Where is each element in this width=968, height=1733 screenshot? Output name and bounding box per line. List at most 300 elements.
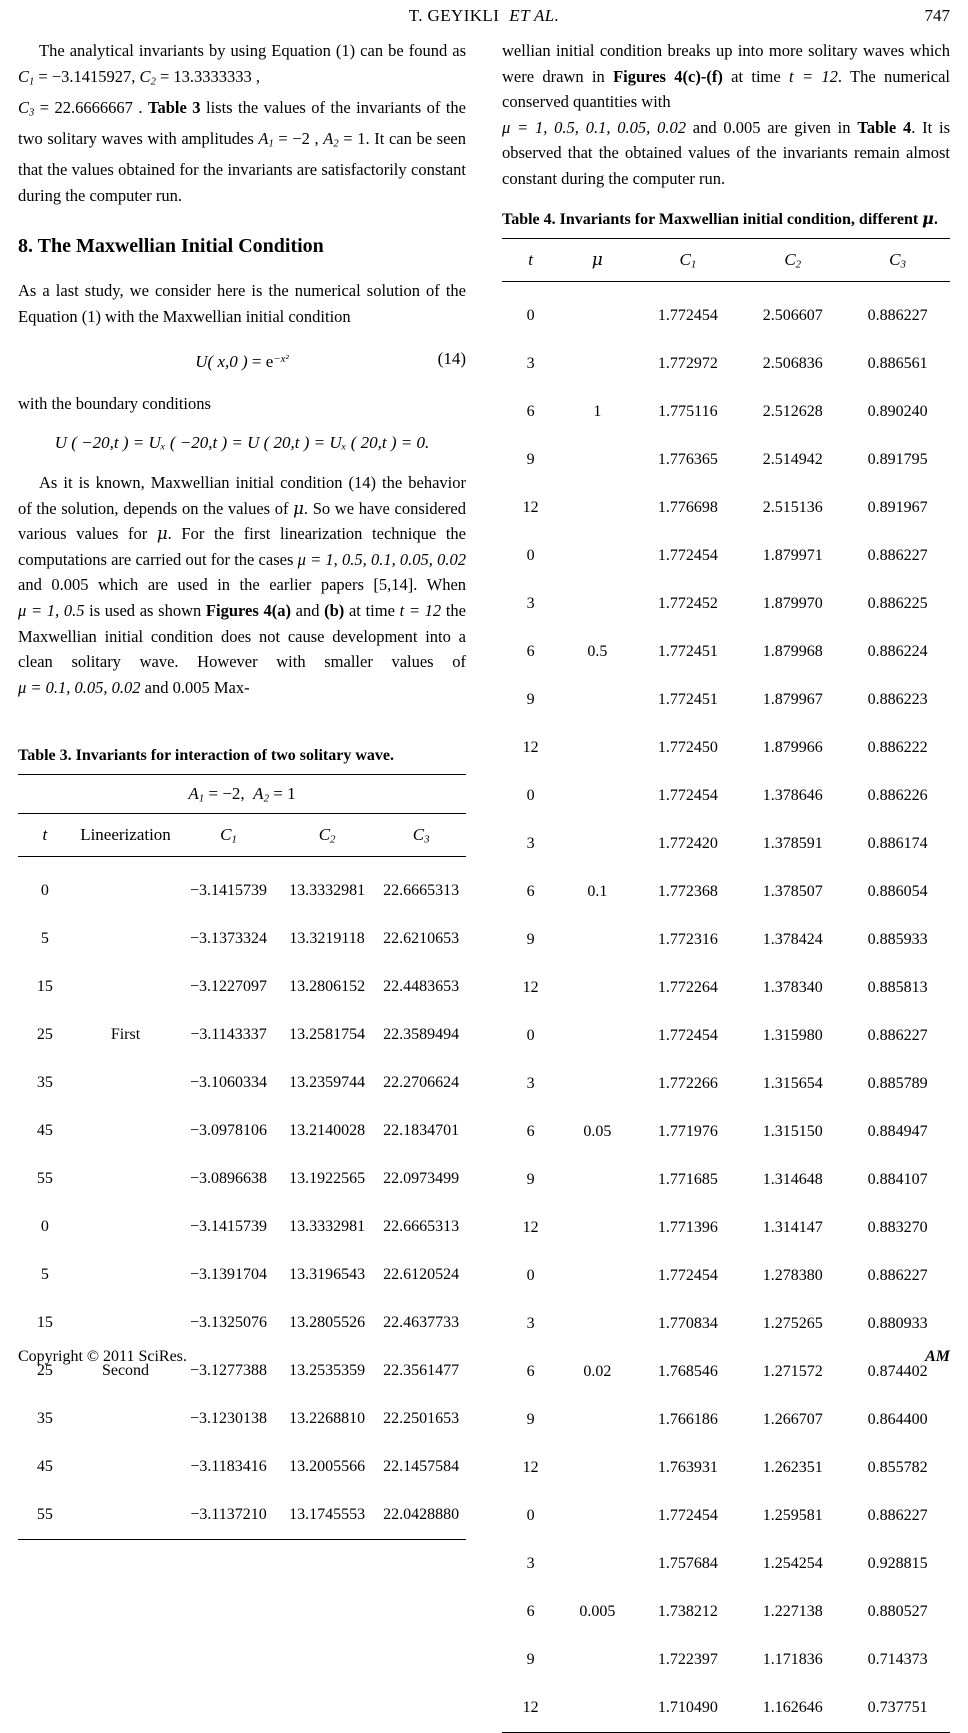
table-row xyxy=(502,580,950,628)
table4-cell-c1: 1.772420 xyxy=(657,835,718,852)
table3-col-lineerization-label: Lineerization xyxy=(80,825,171,844)
para1-text-a: The analytical invariants by using Equation (1) can be found as xyxy=(39,41,466,60)
copyright-notice: Copyright © 2011 SciRes. xyxy=(18,1348,187,1365)
left-column xyxy=(18,38,466,700)
table3-cell-c2: 13.2140028 xyxy=(289,1122,366,1139)
table-row xyxy=(502,868,950,916)
table4-cell-c1: 1.772454 xyxy=(657,1267,718,1284)
table4-cell-c1: 1.772452 xyxy=(657,595,718,612)
table4-cell-c3: 0.886561 xyxy=(867,355,928,372)
table4 xyxy=(502,238,950,1733)
table4-cell-mu xyxy=(559,916,635,964)
table-row xyxy=(502,532,950,580)
table3-cell-c2: 13.3219118 xyxy=(289,930,365,947)
table4-cell-c2: 1.278380 xyxy=(762,1267,823,1284)
table3-cell-c2: 13.2005566 xyxy=(289,1458,366,1475)
table3-cell-c3: 22.1834701 xyxy=(383,1122,460,1139)
right-para1-and: and xyxy=(692,117,717,137)
equation-boundary-conditions xyxy=(18,430,466,456)
table4-cell-t: 12 xyxy=(522,1219,539,1236)
table4-cell-mu xyxy=(559,340,635,388)
table4-cell-c3: 0.884107 xyxy=(867,1171,928,1188)
table4-cell-mu xyxy=(559,676,635,724)
table4-cell-c2: 1.879968 xyxy=(762,643,823,660)
table3-cell-c1: −3.1415739 xyxy=(190,1218,268,1235)
table4-cell-t: 3 xyxy=(526,1555,535,1572)
table4-cell-c1: 1.771396 xyxy=(657,1219,718,1236)
table4-cell-c1: 1.710490 xyxy=(635,1684,740,1733)
t3-a2-sub: 2 xyxy=(263,792,269,805)
table4-cell-c1: 1.757684 xyxy=(657,1555,718,1572)
right-para1-text-c: . The numerical conserved quantities with xyxy=(502,66,950,112)
table4-col-c3-label: C xyxy=(889,249,901,269)
table3-cell-c2: 13.3332981 xyxy=(289,882,366,899)
table4-cell-t: 0 xyxy=(526,1507,535,1524)
table4-cell-c3: 0.737751 xyxy=(845,1684,950,1733)
table4-cell-c1: 1.776698 xyxy=(657,499,718,516)
bc-equation: U ( −20,t ) = Uₓ ( −20,t ) = U ( 20,t ) = Uₓ ( 20,t ) = 0. xyxy=(54,433,430,453)
table-row xyxy=(502,1588,950,1636)
table4-cell-mu xyxy=(559,1012,635,1060)
value-c1: = −3.1415927, xyxy=(38,66,136,86)
right-mu-value-list: μ = 1, 0.5, 0.1, 0.05, 0.02 xyxy=(502,117,686,137)
table3-rows xyxy=(18,867,466,1540)
table4-cell-c2: 1.378646 xyxy=(762,787,823,804)
table4-cell-c3: 0.886227 xyxy=(867,1027,928,1044)
table3-body xyxy=(18,775,466,868)
table4-cell-c1: 1.770834 xyxy=(657,1315,718,1332)
table4-cell-c2: 1.315150 xyxy=(762,1123,823,1140)
para4-text-h: at time xyxy=(344,601,400,621)
table4-cell-t: 3 xyxy=(526,1075,535,1092)
symbol-c1-sub: 1 xyxy=(29,76,35,88)
table3-cell-lineerization xyxy=(72,1107,180,1155)
table3-cell-c2: 13.2535359 xyxy=(289,1362,366,1379)
table4-cell-c1: 1.772264 xyxy=(657,979,718,996)
table4-cell-c3: 0.864400 xyxy=(867,1411,928,1428)
table3-cell-c2: 13.2805526 xyxy=(289,1314,366,1331)
table4-cell-c1: 1.772368 xyxy=(657,883,718,900)
table4-cell-t: 0 xyxy=(526,787,535,804)
table3-cell-t: 55 xyxy=(18,1491,72,1540)
table4-cell-c2: 1.315654 xyxy=(762,1075,823,1092)
table4-cell-mu xyxy=(559,1444,635,1492)
table4-cell-t: 6 xyxy=(526,1363,535,1380)
table4-cell-t: 3 xyxy=(526,355,535,372)
table4-cell-t: 6 xyxy=(526,883,535,900)
table4-cell-c3: 0.886227 xyxy=(867,1267,928,1284)
table-row xyxy=(502,1636,950,1684)
table3-cell-lineerization: First xyxy=(110,1026,141,1043)
table4-cell-c3: 0.874402 xyxy=(867,1363,928,1380)
table-row xyxy=(502,1300,950,1348)
table4-block xyxy=(502,208,950,1733)
figure4a-reference: Figures 4(a) xyxy=(205,601,291,621)
table4-col-c1 xyxy=(635,239,740,282)
table4-cell-c1: 1.776365 xyxy=(657,451,718,468)
table3-cell-c2: 13.1922565 xyxy=(289,1170,366,1187)
table4-cell-c3: 0.886227 xyxy=(867,307,928,324)
paragraph-right-intro xyxy=(502,38,950,192)
table4-cell-mu xyxy=(559,1060,635,1108)
table3-col-lineerization xyxy=(72,814,180,857)
table-row xyxy=(502,628,950,676)
table4-cell-c1: 1.772972 xyxy=(657,355,718,372)
para4-text-i: the Maxwellian initial condition does not cause development into a clean solitary wave. However with smaller values of xyxy=(18,601,466,672)
table4-cell-t: 12 xyxy=(522,1459,539,1476)
symbol-mu-1: μ xyxy=(293,498,304,518)
table4-cell-c3: 0.886227 xyxy=(867,547,928,564)
table4-cell-mu xyxy=(559,724,635,772)
table-row xyxy=(502,1492,950,1540)
time-value-t12: t = 12 xyxy=(399,601,442,621)
table4-cell-t: 0 xyxy=(526,307,535,324)
table4-rule-row xyxy=(502,282,950,293)
table4-cell-mu: 1 xyxy=(593,403,602,420)
table3-cell-t: 45 xyxy=(36,1122,53,1139)
table4-cell-c3: 0.883270 xyxy=(867,1219,928,1236)
table-row xyxy=(502,1444,950,1492)
table4-cell-t: 9 xyxy=(526,451,535,468)
table3-col-c1-label: C xyxy=(220,824,232,844)
table4-cell-c3: 0.891967 xyxy=(867,499,928,516)
para1-text-d: . It can be seen that the values obtained for the invariants are satisfactorily constant during the computer run. xyxy=(18,129,467,205)
table3-cell-t: 35 xyxy=(36,1074,53,1091)
para1-text-b: lists the values of the invariants of the two solitary waves with amplitudes xyxy=(18,97,467,149)
table4-cell-c1: 1.771685 xyxy=(657,1171,718,1188)
table4-cell-c1: 1.763931 xyxy=(657,1459,718,1476)
table4-cell-c2: 1.378340 xyxy=(762,979,823,996)
table4-header-row xyxy=(502,239,950,282)
t3-a1-val: = −2, xyxy=(208,783,245,803)
table3-cell-lineerization xyxy=(72,1443,180,1491)
table4-cell-c3: 0.890240 xyxy=(867,403,928,420)
table4-cell-c2: 1.262351 xyxy=(762,1459,823,1476)
table4-cell-c1: 1.766186 xyxy=(657,1411,718,1428)
table4-cell-c1: 1.772266 xyxy=(657,1075,718,1092)
table4-cell-mu xyxy=(559,1684,635,1733)
table4-cell-t: 6 xyxy=(526,403,535,420)
figures4cf-reference: Figures 4(c)-(f) xyxy=(613,66,723,86)
table4-cell-c3: 0.884947 xyxy=(867,1123,928,1140)
table4-cell-c2: 1.259581 xyxy=(762,1507,823,1524)
equation-14-number: (14) xyxy=(437,348,466,368)
table4-col-c3 xyxy=(845,239,950,282)
table4-cell-t: 3 xyxy=(526,1315,535,1332)
t3-a1-sym: A xyxy=(188,783,199,803)
table3-cell-c1: −3.1230138 xyxy=(190,1410,268,1427)
table4-cell-c2: 1.314147 xyxy=(762,1219,823,1236)
table-row xyxy=(502,1060,950,1108)
table-row xyxy=(502,1108,950,1156)
table3-cell-t: 35 xyxy=(36,1410,53,1427)
journal-abbreviation: AM xyxy=(925,1348,950,1365)
table4-rows xyxy=(502,292,950,1733)
table4-cell-c3: 0.855782 xyxy=(867,1459,928,1476)
table3-cell-t: 0 xyxy=(40,1218,49,1235)
table-row xyxy=(502,484,950,532)
table4-cell-mu xyxy=(559,484,635,532)
table4-cell-c3: 0.886227 xyxy=(867,1507,928,1524)
mu-value-0005b: 0.005 xyxy=(172,677,210,697)
para4-text-e: which are used in the earlier papers [5,14]. When xyxy=(97,575,467,595)
table4-cell-c1: 1.768546 xyxy=(657,1363,718,1380)
table4-cell-c2: 1.171836 xyxy=(762,1651,823,1668)
paragraph-mu-values xyxy=(18,470,466,700)
table4-cell-c1: 1.772454 xyxy=(657,547,718,564)
table4-cell-c1: 1.772454 xyxy=(657,1507,718,1524)
table4-col-c3-sub: 3 xyxy=(900,258,906,271)
table-row xyxy=(502,1252,950,1300)
table-row xyxy=(18,867,466,915)
table4-col-t-label: t xyxy=(528,250,533,269)
table4-cell-c2: 2.515136 xyxy=(762,499,823,516)
para4-text-c: . For the first linearization technique the computations are carried out for the cases xyxy=(18,524,466,569)
symbol-mu-2: μ xyxy=(156,524,168,544)
table4-cell-t: 3 xyxy=(526,595,535,612)
table4-cell-mu xyxy=(559,1396,635,1444)
table3-cell-c3: 22.1457584 xyxy=(383,1458,460,1475)
table-row xyxy=(18,1299,466,1347)
table-row xyxy=(502,916,950,964)
table4-cell-c3: 0.891795 xyxy=(867,451,928,468)
eq14-lhs: U xyxy=(195,351,208,371)
table4-cell-t: 9 xyxy=(526,931,535,948)
table-row xyxy=(18,1107,466,1155)
table-row xyxy=(502,820,950,868)
running-head-etal: ET AL. xyxy=(509,6,560,25)
table4-reference: Table 4 xyxy=(857,117,912,137)
table3-cell-c2: 13.3332981 xyxy=(289,1218,366,1235)
table4-cell-c2: 1.378591 xyxy=(762,835,823,852)
table4-cell-t: 12 xyxy=(522,979,539,996)
table4-rule-cell xyxy=(502,282,950,293)
table3-cell-c3: 22.2706624 xyxy=(383,1074,460,1091)
table4-cell-mu: 0.5 xyxy=(587,643,608,660)
table4-cell-c1: 1.772454 xyxy=(657,1027,718,1044)
table4-cell-c2: 1.227138 xyxy=(762,1603,823,1620)
table-row xyxy=(502,676,950,724)
table4-cell-c1: 1.772451 xyxy=(657,691,718,708)
value-a1: = −2 , xyxy=(278,129,319,149)
table-row xyxy=(502,340,950,388)
table4-cell-mu xyxy=(559,820,635,868)
para4-text-k: Max- xyxy=(213,677,250,697)
table4-head xyxy=(502,239,950,293)
table4-cell-c2: 1.879971 xyxy=(762,547,823,564)
table3-cell-t: 45 xyxy=(36,1458,53,1475)
table4-col-c2 xyxy=(740,239,845,282)
t3-a2-val: = 1 xyxy=(273,783,296,803)
table-row xyxy=(18,1443,466,1491)
table4-col-c1-sub: 1 xyxy=(690,258,697,271)
table3-cell-c1: −3.1391704 xyxy=(190,1266,268,1283)
table4-cell-mu xyxy=(559,1540,635,1588)
table4-cell-c3: 0.885789 xyxy=(867,1075,928,1092)
mu-value-0005: 0.005 xyxy=(51,575,89,595)
table4-cell-t: 3 xyxy=(526,835,535,852)
table4-cell-c3: 0.886054 xyxy=(867,883,928,900)
table3-cell-c3: 22.0428880 xyxy=(376,1491,466,1540)
table4-cell-c1: 1.772316 xyxy=(657,931,718,948)
table3-col-c2-sub: 2 xyxy=(330,833,336,846)
symbol-a2-sub: 2 xyxy=(333,138,339,150)
table4-cell-t: 9 xyxy=(526,1411,535,1428)
table-row xyxy=(502,964,950,1012)
table4-cell-c3: 0.886225 xyxy=(867,595,928,612)
table4-cell-t: 9 xyxy=(526,691,535,708)
table4-cell-t: 12 xyxy=(502,1684,559,1733)
table4-cell-c3: 0.885933 xyxy=(867,931,928,948)
table-row xyxy=(18,1059,466,1107)
table3-cell-c2: 13.2359744 xyxy=(289,1074,366,1091)
table3-cell-t: 15 xyxy=(36,1314,53,1331)
paragraph-maxwellian-intro: As a last study, we consider here is the numerical solution of the Equation (1) with the Maxwellian initial condition xyxy=(18,281,466,327)
table-row xyxy=(18,1491,466,1540)
table4-cell-c3: 0.886226 xyxy=(867,787,928,804)
table3-cell-c3: 22.4483653 xyxy=(383,978,460,995)
table3-cell-t: 5 xyxy=(40,1266,49,1283)
table4-cell-mu xyxy=(559,532,635,580)
table-row xyxy=(502,292,950,340)
mu-small-values: μ = 0.1, 0.05, 0.02 xyxy=(18,677,141,697)
table3-cell-c2: 13.3196543 xyxy=(289,1266,366,1283)
table4-cell-c3: 0.886174 xyxy=(867,835,928,852)
right-column xyxy=(502,38,950,192)
table4-cell-c2: 1.879967 xyxy=(762,691,823,708)
table3-col-c3 xyxy=(376,814,466,857)
table3-cell-lineerization: Second xyxy=(101,1362,150,1379)
table3-cell-c3: 22.2501653 xyxy=(383,1410,460,1427)
table3-cell-t: 25 xyxy=(36,1026,53,1043)
table4-cell-t: 12 xyxy=(522,739,539,756)
table4-cell-t: 6 xyxy=(526,1603,535,1620)
table4-cell-t: 0 xyxy=(526,1027,535,1044)
table3-cell-c3: 22.0973499 xyxy=(383,1170,460,1187)
para4-text-b: . So we have considered various values for xyxy=(18,498,466,544)
table3-col-c2 xyxy=(278,814,377,857)
section-heading-8: 8. The Maxwellian Initial Condition xyxy=(18,235,324,258)
table4-caption-text-b: . xyxy=(933,211,938,228)
equation-14 xyxy=(18,346,466,375)
table3-cell-c3: 22.6665313 xyxy=(383,1218,460,1235)
table4-cell-t: 6 xyxy=(526,1123,535,1140)
right-mu-value-0005: 0.005 xyxy=(723,117,761,137)
table-row xyxy=(18,915,466,963)
table-row xyxy=(502,1684,950,1733)
table4-cell-c2: 2.512628 xyxy=(762,403,823,420)
table3-span-header-row xyxy=(18,775,466,814)
para4-and-2: and xyxy=(144,677,169,697)
table3-cell-c3: 22.6665313 xyxy=(383,882,460,899)
symbol-a2: A xyxy=(323,129,334,149)
table4-cell-mu xyxy=(559,1492,635,1540)
table3-cell-c1: −3.1227097 xyxy=(190,978,268,995)
table4-cell-c1: 1.775116 xyxy=(658,403,718,420)
table3-cell-c3: 22.4637733 xyxy=(383,1314,460,1331)
table3-cell-lineerization xyxy=(72,1395,180,1443)
symbol-c3-sub: 3 xyxy=(29,107,35,119)
table4-cell-c2: 1.162646 xyxy=(740,1684,845,1733)
table3-cell-c3: 22.3561477 xyxy=(383,1362,460,1379)
table-row xyxy=(18,1011,466,1059)
table3-cell-c1: −3.1137210 xyxy=(179,1491,278,1540)
table4-cell-t: 0 xyxy=(526,1267,535,1284)
table4-caption-text-a: Table 4. Invariants for Maxwellian initial condition, different xyxy=(502,211,923,228)
symbol-a1-sub: 1 xyxy=(268,138,274,150)
table4-cell-t: 9 xyxy=(526,1651,535,1668)
table-row xyxy=(18,1155,466,1203)
table-row xyxy=(502,724,950,772)
table4-cell-c3: 0.714373 xyxy=(867,1651,928,1668)
table4-caption-mu: μ xyxy=(922,209,934,228)
table-row xyxy=(502,436,950,484)
para4-text-g: and xyxy=(290,601,325,621)
right-para1-text-f: . It is observed that the obtained values of the invariants remain almost constant during the computer run. xyxy=(502,117,951,188)
value-c3: = 22.6666667 . xyxy=(39,97,143,117)
table4-col-t xyxy=(502,239,559,282)
table4-cell-c1: 1.772451 xyxy=(657,643,718,660)
table-row xyxy=(502,1396,950,1444)
table3 xyxy=(18,774,466,1540)
table4-cell-t: 9 xyxy=(526,1171,535,1188)
table4-col-c1-label: C xyxy=(679,249,691,269)
symbol-c2-sub: 2 xyxy=(150,76,156,88)
table3-rule-row xyxy=(18,857,466,868)
table3-cell-lineerization xyxy=(72,1299,180,1347)
table-row xyxy=(18,963,466,1011)
table3-cell-c1: −3.1060334 xyxy=(190,1074,268,1091)
symbol-c1: C xyxy=(18,66,30,86)
table3-col-c1 xyxy=(179,814,278,857)
table3-cell-c1: −3.1415739 xyxy=(190,882,268,899)
table4-cell-c2: 1.266707 xyxy=(762,1411,823,1428)
table3-cell-lineerization xyxy=(72,1203,180,1251)
right-para1-text-e: are given in xyxy=(760,117,858,137)
table3-cell-c3: 22.3589494 xyxy=(383,1026,460,1043)
table4-cell-c2: 1.378424 xyxy=(762,931,823,948)
table3-rule-cell xyxy=(18,857,466,868)
table4-cell-c2: 1.315980 xyxy=(762,1027,823,1044)
symbol-c2: C xyxy=(139,66,151,86)
t3-a2-sym: A xyxy=(253,783,264,803)
table3-caption: Table 3. Invariants for interaction of two solitary wave. xyxy=(18,747,394,764)
table3-col-c3-label: C xyxy=(412,824,425,844)
table3-cell-lineerization xyxy=(72,1491,180,1540)
table3-cell-c1: −3.1183416 xyxy=(190,1458,267,1475)
eq14-args: ( x,0 ) xyxy=(207,351,248,371)
table4-cell-c1: 1.772454 xyxy=(657,787,718,804)
eq14-rhs: = e xyxy=(251,351,274,371)
table3-cell-lineerization xyxy=(72,915,180,963)
table4-col-c2-label: C xyxy=(784,249,796,269)
table3-cell-t: 0 xyxy=(40,882,49,899)
table3-col-c1-sub: 1 xyxy=(231,833,237,846)
table-row xyxy=(502,772,950,820)
table4-cell-mu xyxy=(559,1156,635,1204)
table4-cell-mu xyxy=(559,1636,635,1684)
table4-cell-t: 0 xyxy=(526,547,535,564)
t3-a1-sub: 1 xyxy=(198,792,205,805)
table4-cell-c2: 1.275265 xyxy=(762,1315,823,1332)
table4-cell-c3: 0.885813 xyxy=(867,979,928,996)
value-c2: = 13.3333333 , xyxy=(159,66,261,86)
table3-col-c3-sub: 3 xyxy=(424,833,430,846)
table3-cell-lineerization xyxy=(72,963,180,1011)
table4-cell-c2: 2.514942 xyxy=(762,451,823,468)
table3-cell-t: 15 xyxy=(36,978,53,995)
mu-value-1-05: μ = 1, 0.5 xyxy=(18,601,85,621)
